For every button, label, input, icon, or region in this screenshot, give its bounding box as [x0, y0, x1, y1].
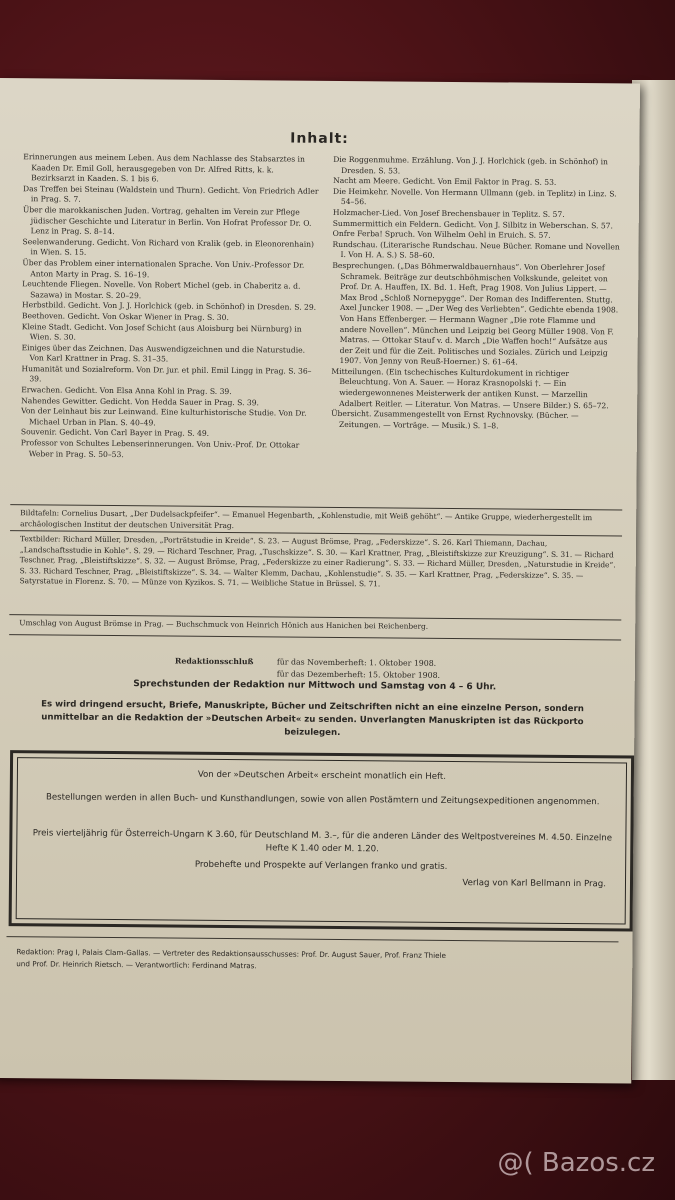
contents-entry: Beethoven. Gedicht. Von Oskar Wiener in Prag. S. 30.	[21, 311, 229, 322]
office-hours: Sprechstunden der Redaktion nur Mittwoch und Samstag von 4 – 6 Uhr.	[133, 679, 497, 693]
bildtafeln: Bildtafeln: Cornelius Dusart, „Der Dudelsackpfeifer“. — Emanuel Hegenbarth, „Kohlenstudie, mit Weiß gehöht“. — Antike Gruppe, wiederhergestellt im archäologischen Institut der deutschen Universität Prag.	[20, 508, 593, 530]
contents-entry: Humanität und Sozialreform. Von Dr. jur. et phil. Emil Lingg in Prag. S. 36–39.	[21, 364, 312, 384]
subscription-box	[9, 750, 635, 931]
contents-entry: Über das Problem einer internationalen Sprache. Von Univ.-Professor Dr. Anton Marty in Prag. S. 16–19.	[22, 258, 305, 279]
contents-entry: Nahendes Gewitter. Gedicht. Von Hedda Sauer in Prag. S. 39.	[21, 395, 260, 407]
contents-left-column	[21, 152, 320, 462]
contents-right-column	[331, 155, 623, 433]
contents-entry: Seelenwanderung. Gedicht. Von Richard von Kralik (geb. in Eleonorenhain) in Wien. S. 15.	[22, 236, 315, 258]
box-orders: Bestellungen werden in allen Buch- und Kunsthandlungen, sowie von allen Postämtern und Zeitungsexpeditionen angenommen.	[45, 792, 600, 808]
redaktionsschluss-november: für das Novemberheft: 1. Oktober 1908.	[276, 657, 437, 668]
contents-entry: Erwachen. Gedicht. Von Elsa Anna Kohl in Prag. S. 39.	[21, 385, 232, 397]
contents-entry: Mitteilungen. (Ein tschechisches Kulturdokument in richtiger Beleuchtung. Von A. Sauer. — Horaz Krasnopolski †. — Ein wiedergewonnenes Meisterwerk der antiken Kunst. — Marzellin Adalbert Reitler. — Literatur. Von Matras. — Unsere Bilder.) S. 65–72.	[331, 366, 609, 410]
contents-entry: Nacht am Meere. Gedicht. Von Emil Faktor in Prag. S. 53.	[333, 176, 557, 188]
box-publisher: Verlag von Karl Bellmann in Prag.	[462, 878, 607, 890]
contents-entry: Das Treffen bei Steinau (Waldstein und Thurn). Gedicht. Von Friedrich Adler in Prag. S. 7.	[22, 183, 319, 205]
contents-entry: Die Heimkehr. Novelle. Von Hermann Ullmann (geb. in Teplitz) in Linz. S. 54–56.	[332, 186, 617, 207]
contents-entry: Holzmacher-Lied. Von Josef Brechensbauer in Teplitz. S. 57.	[332, 207, 565, 219]
submission-notice: Es wird dringend ersucht, Briefe, Manuskripte, Bücher und Zeitschriften nicht an eine einzelne Person, sondern unmittelbar an die Redaktion der »Deutschen Arbeit« zu senden. Unverlangten Manuskripten ist das Rückporto beizulegen.	[41, 699, 584, 738]
contents-entry: Summermittich ein Feldern. Gedicht. Von J. Silbitz in Weberschan. S. 57.	[332, 218, 613, 230]
contents-entry: Von der Leinhaut bis zur Leinwand. Eine kulturhistorische Studie. Von Dr. Michael Urban in Plan. S. 40–49.	[21, 406, 307, 428]
contents-entry: Besprechungen. („Das Böhmerwaldbauernhaus“. Von Oberlehrer Josef Schramek. Beiträge zur deutschböhmischen Volkskunde, geleitet von Prof. Dr. A. Hauffen, IX. Bd. 1. Heft, Prag 1908. Von Julius Lippert. — Max Brod „Schloß Nornepygge“. Der Roman des Indifferenten. Stuttg. Axel Juncker 1908. — „Der Weg des Verliebten“. Gedichte ebenda 1908. Von Hans Effenberger. — Hermann Wagner „Die rote Flamme und andere Novellen“. München und Leipzig bei Georg Müller 1908. Von F. Matras. — Ottokar Stauf v. d. March „Die Waffen hoch!“ Aufsätze aus der Zeit und für die Zeit. Politisches und Soziales. Zürich und Leipzig 1907. Von Jenny von Reuß-Hoerner.) S. 61–64.	[332, 260, 619, 367]
box-prices: Preis vierteljährig für Österreich-Ungarn K 3.60, für Deutschland M. 3.–, für die anderen Länder des Weltpostvereines M. 4.50. Einzelne Hefte K 1.40 oder M. 1.20.	[32, 828, 613, 855]
contents-entry: Übersicht. Zusammengestellt von Ernst Rychnovsky. (Bücher. — Zeitungen. — Vorträge. — Musik.) S. 1–8.	[331, 409, 579, 431]
footer-line: Redaktion: Prag I, Palais Clam-Gallas. — Vertreter des Redaktionsausschusses: Prof. Dr. August Sauer, Prof. Franz Thiele	[16, 947, 446, 960]
contents-entry: Über die marokkanischen Juden. Vortrag, gehalten im Verein zur Pflege jüdischer Geschichte und Literatur in Berlin. Von Hofrat Professor Dr. O. Lenz in Prag. S. 8–14.	[22, 205, 312, 237]
contents-entry: Die Roggenmuhme. Erzählung. Von J. J. Horlchick (geb. in Schönhof) in Dresden. S. 53.	[333, 154, 608, 176]
textbilder: Textbilder: Richard Müller, Dresden, „Porträtstudie in Kreide“. S. 23. — August Brömse, Prag, „Federskizze“. S. 26. Karl Thiemann, Dachau, „Landschaftsstudie in Kohle“. S. 29. — Richard Teschner, Prag, „Tuschskizze“. S. 30. — Karl Krattner, Prag, „Bleistiftskizze zur Kreuzigung“. S. 31. — Richard Teschner, Prag, „Bleistiftskizze“. S. 32. — August Brömse, Prag, „Federskizze zu einer Radierung“. S. 33. — Richard Müller, Dresden, „Naturstudie in Kreide“. S. 33. Richard Teschner, Prag, „Bleistiftskizze“. S. 34. — Walter Klemm, Dachau, „Kohlenstudie“. S. 35. — Karl Krattner, Prag, „Federskizze“. S. 35. — Satyrstatue in Florenz. S. 70. — Münze von Kyzikos. S. 71. — Weibliche Statue in Brüssel. S. 71.	[19, 534, 616, 589]
contents-entry: Professor von Schultes Lebenserinnerungen. Von Univ.-Prof. Dr. Ottokar Weber in Prag. S. 50–53.	[20, 438, 300, 459]
box-samples: Probehefte und Prospekte auf Verlangen franko und gratis.	[194, 859, 448, 872]
divider	[7, 936, 619, 942]
contents-entry: Souvenir. Gedicht. Von Carl Bayer in Prag. S. 49.	[20, 427, 210, 439]
redaktionsschluss-december: für das Dezemberheft: 15. Oktober 1908.	[276, 669, 441, 680]
contents-entry: Kleine Stadt. Gedicht. Von Josef Schicht (aus Aloisburg bei Nürnburg) in Wien. S. 30.	[21, 321, 302, 342]
box-frequency: Von der »Deutschen Arbeit« erscheint monatlich ein Heft.	[197, 769, 447, 782]
editorial-footer	[16, 946, 616, 975]
contents-entry: Rundschau. (Literarische Rundschau. Neue Bücher. Romane und Novellen I. Von H. A. S.) S. 58–60.	[332, 239, 620, 261]
contents-entry: Einiges über das Zeichnen. Das Auswendigzeichnen und die Naturstudie. Von Karl Krattner in Prag. S. 31–35.	[21, 342, 306, 364]
contents-entry: Leuchtende Fliegen. Novelle. Von Robert Michel (geb. in Chaberitz a. d. Sazawa) in Mostar. S. 20–29.	[22, 279, 301, 300]
contents-entry: Herbstbild. Gedicht. Von J. J. Horlchick (geb. in Schönhof) in Dresden. S. 29.	[21, 300, 317, 313]
watermark-logo: @( Bazos.cz	[497, 1148, 655, 1178]
document-page	[0, 78, 640, 1084]
redaktionsschluss-label: Redaktionsschluß	[174, 656, 254, 667]
divider	[9, 634, 621, 640]
redaktionsschluss	[0, 654, 635, 680]
contents-entry: Erinnerungen aus meinem Leben. Aus dem Nachlasse des Stabsarztes in Kaaden Dr. Emil Goll, herausgegeben von Dr. Alfred Ritts, k. k. Bezirksarzt in Kaaden. S. 1 bis 6.	[23, 152, 305, 184]
umschlag: Umschlag von August Brömse in Prag. — Buchschmuck von Heinrich Hönich aus Hanichen bei Reichenberg.	[19, 618, 429, 631]
page-title: Inhalt:	[290, 130, 349, 148]
contents-entry: Onfre Ferba! Spruch. Von Wilhelm Oehl in Eruich. S. 57.	[332, 229, 551, 240]
footer-line: und Prof. Dr. Heinrich Rietsch. — Verantwortlich: Ferdinand Matras.	[16, 959, 257, 971]
